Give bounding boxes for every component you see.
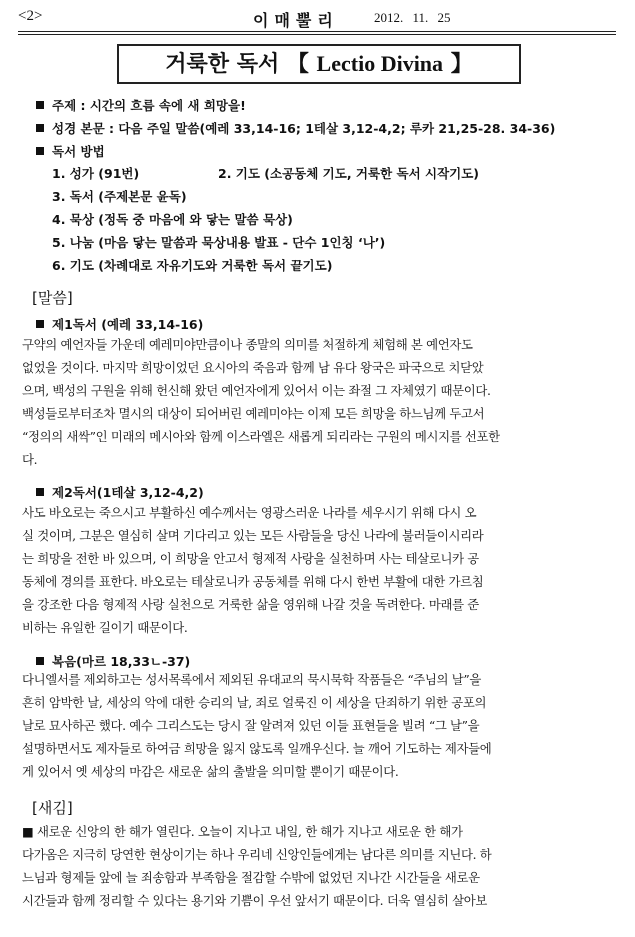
word-section-heading: [말씀] xyxy=(32,289,73,307)
reading-2-title-text: 제2독서(1테살 3,12-4,2) xyxy=(52,485,204,500)
text-line: 는 희망을 전한 바 있으며, 이 희망을 안고서 형제적 사랑을 실천하며 사는 테살로니카 공 xyxy=(22,551,479,566)
text-line: “정의의 새싹”인 미래의 메시아와 함께 이스라엘은 새롭게 되리라는 구원의 메시지를 선포한 xyxy=(22,429,500,444)
text-line: 실 것이며, 그분은 열심히 살며 기다리고 있는 모든 사람들을 당신 나라에 불러들이시리라 xyxy=(22,528,484,543)
step-4: 4. 묵상 (정독 중 마음에 와 닿는 말씀 묵상) xyxy=(52,212,293,227)
reading-1-title-text: 제1독서 (예레 33,14-16) xyxy=(52,317,204,332)
step-1: 1. 성가 (91번) xyxy=(52,166,140,181)
text-line: 게 있어서 옛 세상의 마감은 새로운 삶의 출발을 의미할 뿐이기 때문이다. xyxy=(22,764,399,779)
text-line: 다가옴은 지극히 당연한 현상이기는 하나 우리네 신앙인들에게는 남다른 의미를 지닌다. 하 xyxy=(22,847,492,862)
header-rule-top xyxy=(18,31,616,32)
scripture-line xyxy=(36,119,555,137)
text-line: 날로 묘사하곤 했다. 예수 그리스도는 당시 잘 알려져 있던 이들 표현들을 빌려 “그 날”을 xyxy=(22,718,480,733)
step-6: 6. 기도 (차례대로 자유기도와 거룩한 독서 끝기도) xyxy=(52,258,333,273)
reading-1-title xyxy=(36,315,203,333)
reflection-body xyxy=(22,820,616,912)
text-line: 사도 바오로는 죽으시고 부활하신 예수께서는 영광스러운 나라를 세우시기 위해 다시 오 xyxy=(22,505,477,520)
text-line: 설명하면서도 제자들로 하여금 희망을 잃지 않도록 일깨우신다. 늘 깨어 기도하는 제자들에 xyxy=(22,741,492,756)
text-line: 없었을 것이다. 마지막 희망이었던 요시아의 죽음과 함께 남 유다 왕국은 파국으로 치닫았 xyxy=(22,360,484,375)
newsletter-title: 이매뿔리 xyxy=(253,11,339,30)
method-label: 독서 방법 xyxy=(52,144,105,159)
step-2: 2. 기도 (소공동체 기도, 거룩한 독서 시작기도) xyxy=(218,166,480,181)
document-title: 거룩한 독서 xyxy=(165,52,280,77)
document-subtitle: Lectio Divina xyxy=(316,51,444,76)
text-line: ■ 새로운 신앙의 한 해가 열린다. 오늘이 지나고 내일, 한 해가 지나고 새로운 한 해가 xyxy=(22,824,463,839)
scripture-text: 성경 본문 : 다음 주일 말씀(예레 33,14-16; 1테살 3,12-4,2; 루카 21,25-28. 34-36) xyxy=(52,121,556,136)
text-line: 백성들로부터조차 멸시의 대상이 되어버린 예레미야는 이제 모든 희망을 하느님께 두고서 xyxy=(22,406,485,421)
issue-date: 2012. 11. 25 xyxy=(374,10,451,25)
gospel-title-text: 복음(마르 18,33ㄴ-37) xyxy=(52,654,191,669)
gospel-body xyxy=(22,668,616,783)
text-line: 다. xyxy=(22,452,38,467)
bullet-square-icon xyxy=(36,657,44,665)
text-line: 시간들과 함께 정리할 수 있다는 용기와 기쁨이 우선 앞서기 때문이다. 더욱 열심히 살아보 xyxy=(22,893,487,908)
text-line: 비하는 유일한 길이기 때문이다. xyxy=(22,620,188,635)
bullet-square-icon xyxy=(36,320,44,328)
bullet-square-icon xyxy=(36,147,44,155)
bullet-square-icon xyxy=(36,488,44,496)
text-line: 으며, 백성의 구원을 위해 헌신해 왔던 예언자에게 있어서 이는 좌절 그 자체였기 때문이다. xyxy=(22,383,491,398)
theme-text: 주제 : 시간의 흐름 속에 새 희망을! xyxy=(52,98,246,113)
text-line: 느님과 형제들 앞에 늘 죄송함과 부족함을 절감할 수밖에 없었던 지나간 시간들을 새로운 xyxy=(22,870,480,885)
bullet-square-icon xyxy=(36,101,44,109)
reading-2-body xyxy=(22,501,616,639)
reading-2-title xyxy=(36,483,204,501)
text-line: 흔히 암박한 날, 세상의 악에 대한 승리의 날, 죄로 얼룩진 이 세상을 단죄하기 위한 공포의 xyxy=(22,695,487,710)
document-title-box xyxy=(117,44,521,84)
bullet-square-icon xyxy=(36,124,44,132)
step-5: 5. 나눔 (마음 닿는 말씀과 묵상내용 발표 - 단수 1인칭 ‘나’) xyxy=(52,235,386,250)
header-rule-bottom xyxy=(18,34,616,35)
text-line: 동체에 경의를 표한다. 바오로는 테살로니카 공동체를 위해 다시 한번 부활에 대한 가르침 xyxy=(22,574,484,589)
bracket-open: 【 xyxy=(286,52,317,77)
method-heading xyxy=(36,142,105,160)
theme-line xyxy=(36,96,246,114)
text-line: 을 강조한 다음 형제적 사랑 실천으로 거룩한 삶을 영위해 나갈 것을 독려한다. 마래를 준 xyxy=(22,597,479,612)
reading-1-body xyxy=(22,333,616,471)
page-header xyxy=(18,8,618,30)
page-number: <2> xyxy=(18,8,43,24)
text-line: 구약의 예언자들 가운데 예레미야만큼이나 종말의 의미를 처절하게 체험해 본 예언자도 xyxy=(22,337,473,352)
reflection-section-heading: [새김] xyxy=(32,799,73,817)
step-3: 3. 독서 (주제본문 윤독) xyxy=(52,189,187,204)
text-line: 다니엘서를 제외하고는 성서목록에서 제외된 유대교의 묵시묵학 작품들은 “주님의 날”을 xyxy=(22,672,481,687)
bracket-close: 】 xyxy=(443,52,473,77)
